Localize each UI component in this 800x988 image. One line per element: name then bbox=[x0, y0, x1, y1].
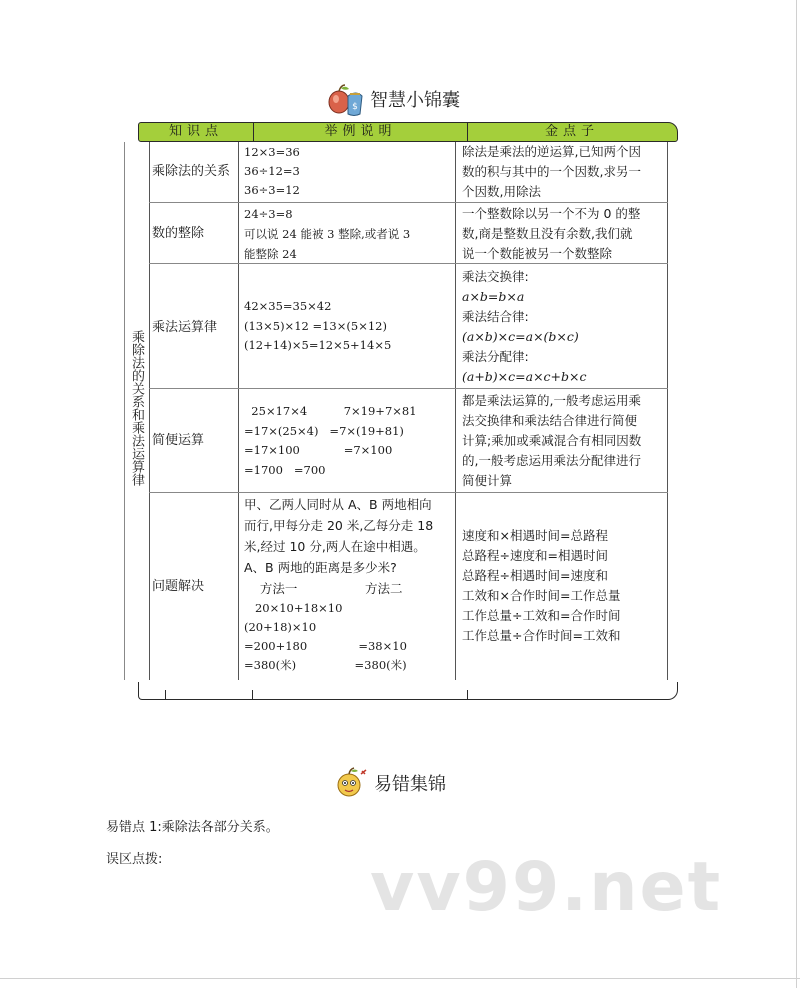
row2-point: 数的整除 bbox=[152, 226, 205, 241]
row-divider-1 bbox=[149, 202, 668, 203]
wisdom-heading bbox=[326, 82, 460, 116]
row5-gold: 速度和×相遇时间=总路程 总路程÷速度和=相遇时间 总路程÷相遇时间=速度和 工效和×合作时间=工作总量 工作总量÷工效和=合作时间 工作总量÷合作时间=工效和 bbox=[462, 528, 621, 643]
row3-gold: 乘法交换律: a×b=b×a 乘法结合律: (a×b)×c=a×(b×c) 乘法分配律: (a+b)×c=a×c+b×c bbox=[462, 269, 587, 384]
page-edge-right bbox=[796, 0, 797, 988]
bracket-tick bbox=[252, 690, 253, 700]
table-header bbox=[138, 122, 678, 142]
row5-point: 问题解决 bbox=[152, 579, 205, 594]
row2-example: 24÷3=8 可以说 24 能被 3 整除,或者说 3 能整除 24 bbox=[244, 207, 411, 261]
row3-example: 42×35=35×42 (13×5)×12 =13×(5×12) (12+14)×5=12×5+14×5 bbox=[244, 299, 392, 352]
table-right-border bbox=[667, 142, 668, 680]
apple-bag-icon bbox=[326, 82, 364, 116]
header-knowledge: 知识点 bbox=[168, 124, 223, 139]
mistake-point: 易错点 1:乘除法各部分关系。 bbox=[106, 820, 279, 835]
row4-point: 简便运算 bbox=[152, 433, 205, 448]
svg-text:$: $ bbox=[352, 102, 358, 112]
row-divider-3 bbox=[149, 388, 668, 389]
col-divider-3 bbox=[455, 142, 456, 680]
error-hint: 误区点拨: bbox=[106, 852, 163, 867]
row-divider-4 bbox=[149, 492, 668, 493]
row4-gold: 都是乘法运算的,一般考虑运用乘 法交换律和乘法结合律进行简便 计算;乘加或乘减混合有相同因数 的,一般考虑运用乘法分配律进行 简便计算 bbox=[462, 393, 642, 488]
table-left-border bbox=[124, 142, 125, 680]
watermark: vv99.net bbox=[370, 848, 723, 927]
apple-mascot-icon bbox=[334, 766, 368, 800]
row5-example: 甲、乙两人同时从 A、B 两地相向 而行,甲每分走 20 米,乙每分走 18 米,经过 10 分,两人在途中相遇。 A、B 两地的距离是多少米? 方法一 方法二 20×10+18×10 (20+18)×10 =200+180 =38×10 =380(米) =380(米) bbox=[244, 497, 434, 672]
col-divider-1 bbox=[149, 142, 150, 680]
mistakes-title: 易错集锦 bbox=[374, 774, 446, 795]
wisdom-title: 智慧小锦囊 bbox=[370, 90, 460, 111]
row4-example: 25×17×4 7×19+7×81 =17×(25×4) =7×(19+81) =17×100 =7×100 =1700 =700 bbox=[244, 404, 417, 477]
table-bottom-bracket bbox=[138, 682, 678, 700]
row3-point: 乘法运算律 bbox=[152, 320, 218, 335]
bracket-tick bbox=[467, 690, 468, 700]
row1-point: 乘除法的关系 bbox=[152, 164, 231, 179]
header-example: 举例说明 bbox=[324, 124, 397, 139]
mistakes-heading bbox=[334, 766, 446, 800]
col-divider-2 bbox=[238, 142, 239, 680]
page-edge-bottom bbox=[0, 978, 800, 979]
row2-gold: 一个整数除以另一个不为 0 的整 数,商是整数且没有余数,我们就 说一个数能被另一个数整除 bbox=[462, 206, 641, 261]
row1-gold: 除法是乘法的逆运算,已知两个因 数的积与其中的一个因数,求另一 个因数,用除法 bbox=[462, 144, 641, 199]
side-label: 乘除法的关系和乘法运算律 bbox=[129, 330, 144, 486]
row1-example: 12×3=36 36÷12=3 36÷3=12 bbox=[244, 145, 300, 197]
header-gold: 金点子 bbox=[544, 124, 599, 139]
bracket-tick bbox=[165, 690, 166, 700]
